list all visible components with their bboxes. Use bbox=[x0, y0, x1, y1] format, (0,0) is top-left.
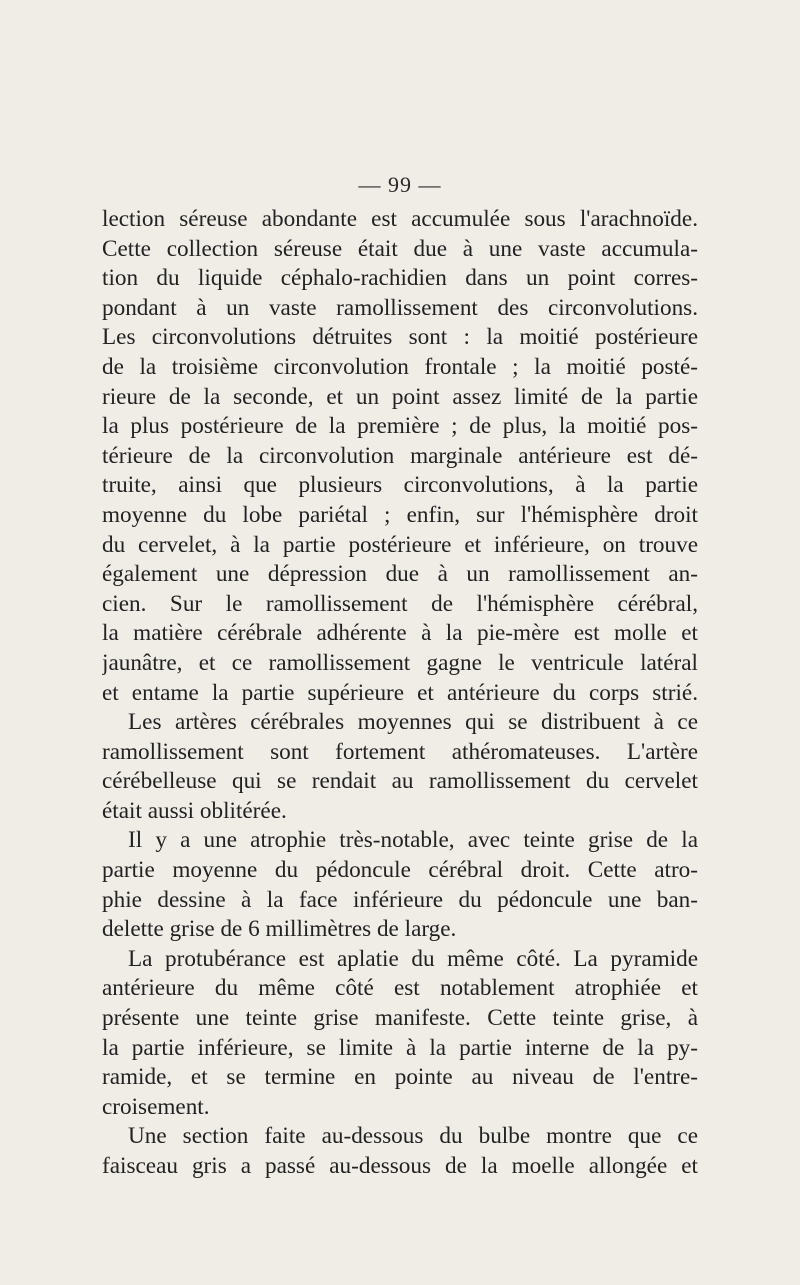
text-line: cien. Sur le ramollissement de l'hémisphère cérébral, bbox=[102, 590, 698, 617]
text-line: était aussi oblitérée. bbox=[102, 797, 287, 824]
text-line: truite, ainsi que plusieurs circonvolutions, à la partie bbox=[102, 472, 698, 499]
text-line: Les artères cérébrales moyennes qui se distribuent à ce bbox=[128, 709, 698, 736]
text-line: cérébelleuse qui se rendait au ramollissement du cervelet bbox=[102, 768, 698, 795]
text-line: pondant à un vaste ramollissement des circonvolutions. bbox=[102, 294, 698, 321]
text-line: moyenne du lobe pariétal ; enfin, sur l'hémisphère droit bbox=[102, 501, 698, 528]
text-line: delette grise de 6 millimètres de large. bbox=[102, 916, 457, 943]
text-line: et entame la partie supérieure et antérieure du corps strié. bbox=[102, 679, 698, 706]
text-line: ramide, et se termine en pointe au niveau de l'entre- bbox=[102, 1064, 698, 1091]
text-line: la plus postérieure de la première ; de plus, la moitié pos- bbox=[102, 413, 698, 440]
text-line: du cervelet, à la partie postérieure et inférieure, on trouve bbox=[102, 531, 698, 558]
text-line: antérieure du même côté est notablement atrophiée et bbox=[102, 975, 698, 1002]
text-line: rieure de la seconde, et un point assez limité de la partie bbox=[102, 383, 698, 410]
text-line: partie moyenne du pédoncule cérébral droit. Cette atro- bbox=[102, 857, 698, 884]
text-line: tion du liquide céphalo-rachidien dans un point corres- bbox=[102, 265, 698, 292]
text-line: la matière cérébrale adhérente à la pie-mère est molle et bbox=[102, 620, 698, 647]
text-line: croisement. bbox=[102, 1093, 210, 1120]
text-line: La protubérance est aplatie du même côté. La pyramide bbox=[128, 945, 698, 972]
text-line: Il y a une atrophie très-notable, avec teinte grise de la bbox=[128, 827, 698, 854]
text-line: de la troisième circonvolution frontale ; la moitié posté- bbox=[102, 353, 698, 380]
text-line: lection séreuse abondante est accumulée sous l'arachnoïde. bbox=[102, 206, 698, 232]
page-number: — 99 — bbox=[358, 172, 442, 197]
text-line: la partie inférieure, se limite à la partie interne de la py- bbox=[102, 1034, 698, 1061]
text-line: Cette collection séreuse était due à une vaste accumula- bbox=[102, 235, 698, 262]
text-line: ramollissement sont fortement athéromateuses. L'artère bbox=[102, 738, 698, 765]
text-line: térieure de la circonvolution marginale antérieure est dé- bbox=[102, 442, 698, 469]
text-line: également une dépression due à un ramollissement an- bbox=[102, 561, 698, 588]
text-line: phie dessine à la face inférieure du pédoncule une ban- bbox=[102, 886, 698, 913]
text-line: faisceau gris a passé au-dessous de la moelle allongée et bbox=[102, 1153, 698, 1179]
body-text bbox=[102, 205, 698, 1182]
text-line: Une section faite au-dessous du bulbe montre que ce bbox=[128, 1123, 698, 1150]
text-line: jaunâtre, et ce ramollissement gagne le ventricule latéral bbox=[102, 649, 698, 676]
text-line: Les circonvolutions détruites sont : la moitié postérieure bbox=[102, 324, 698, 351]
text-line: présente une teinte grise manifeste. Cette teinte grise, à bbox=[102, 1005, 698, 1032]
